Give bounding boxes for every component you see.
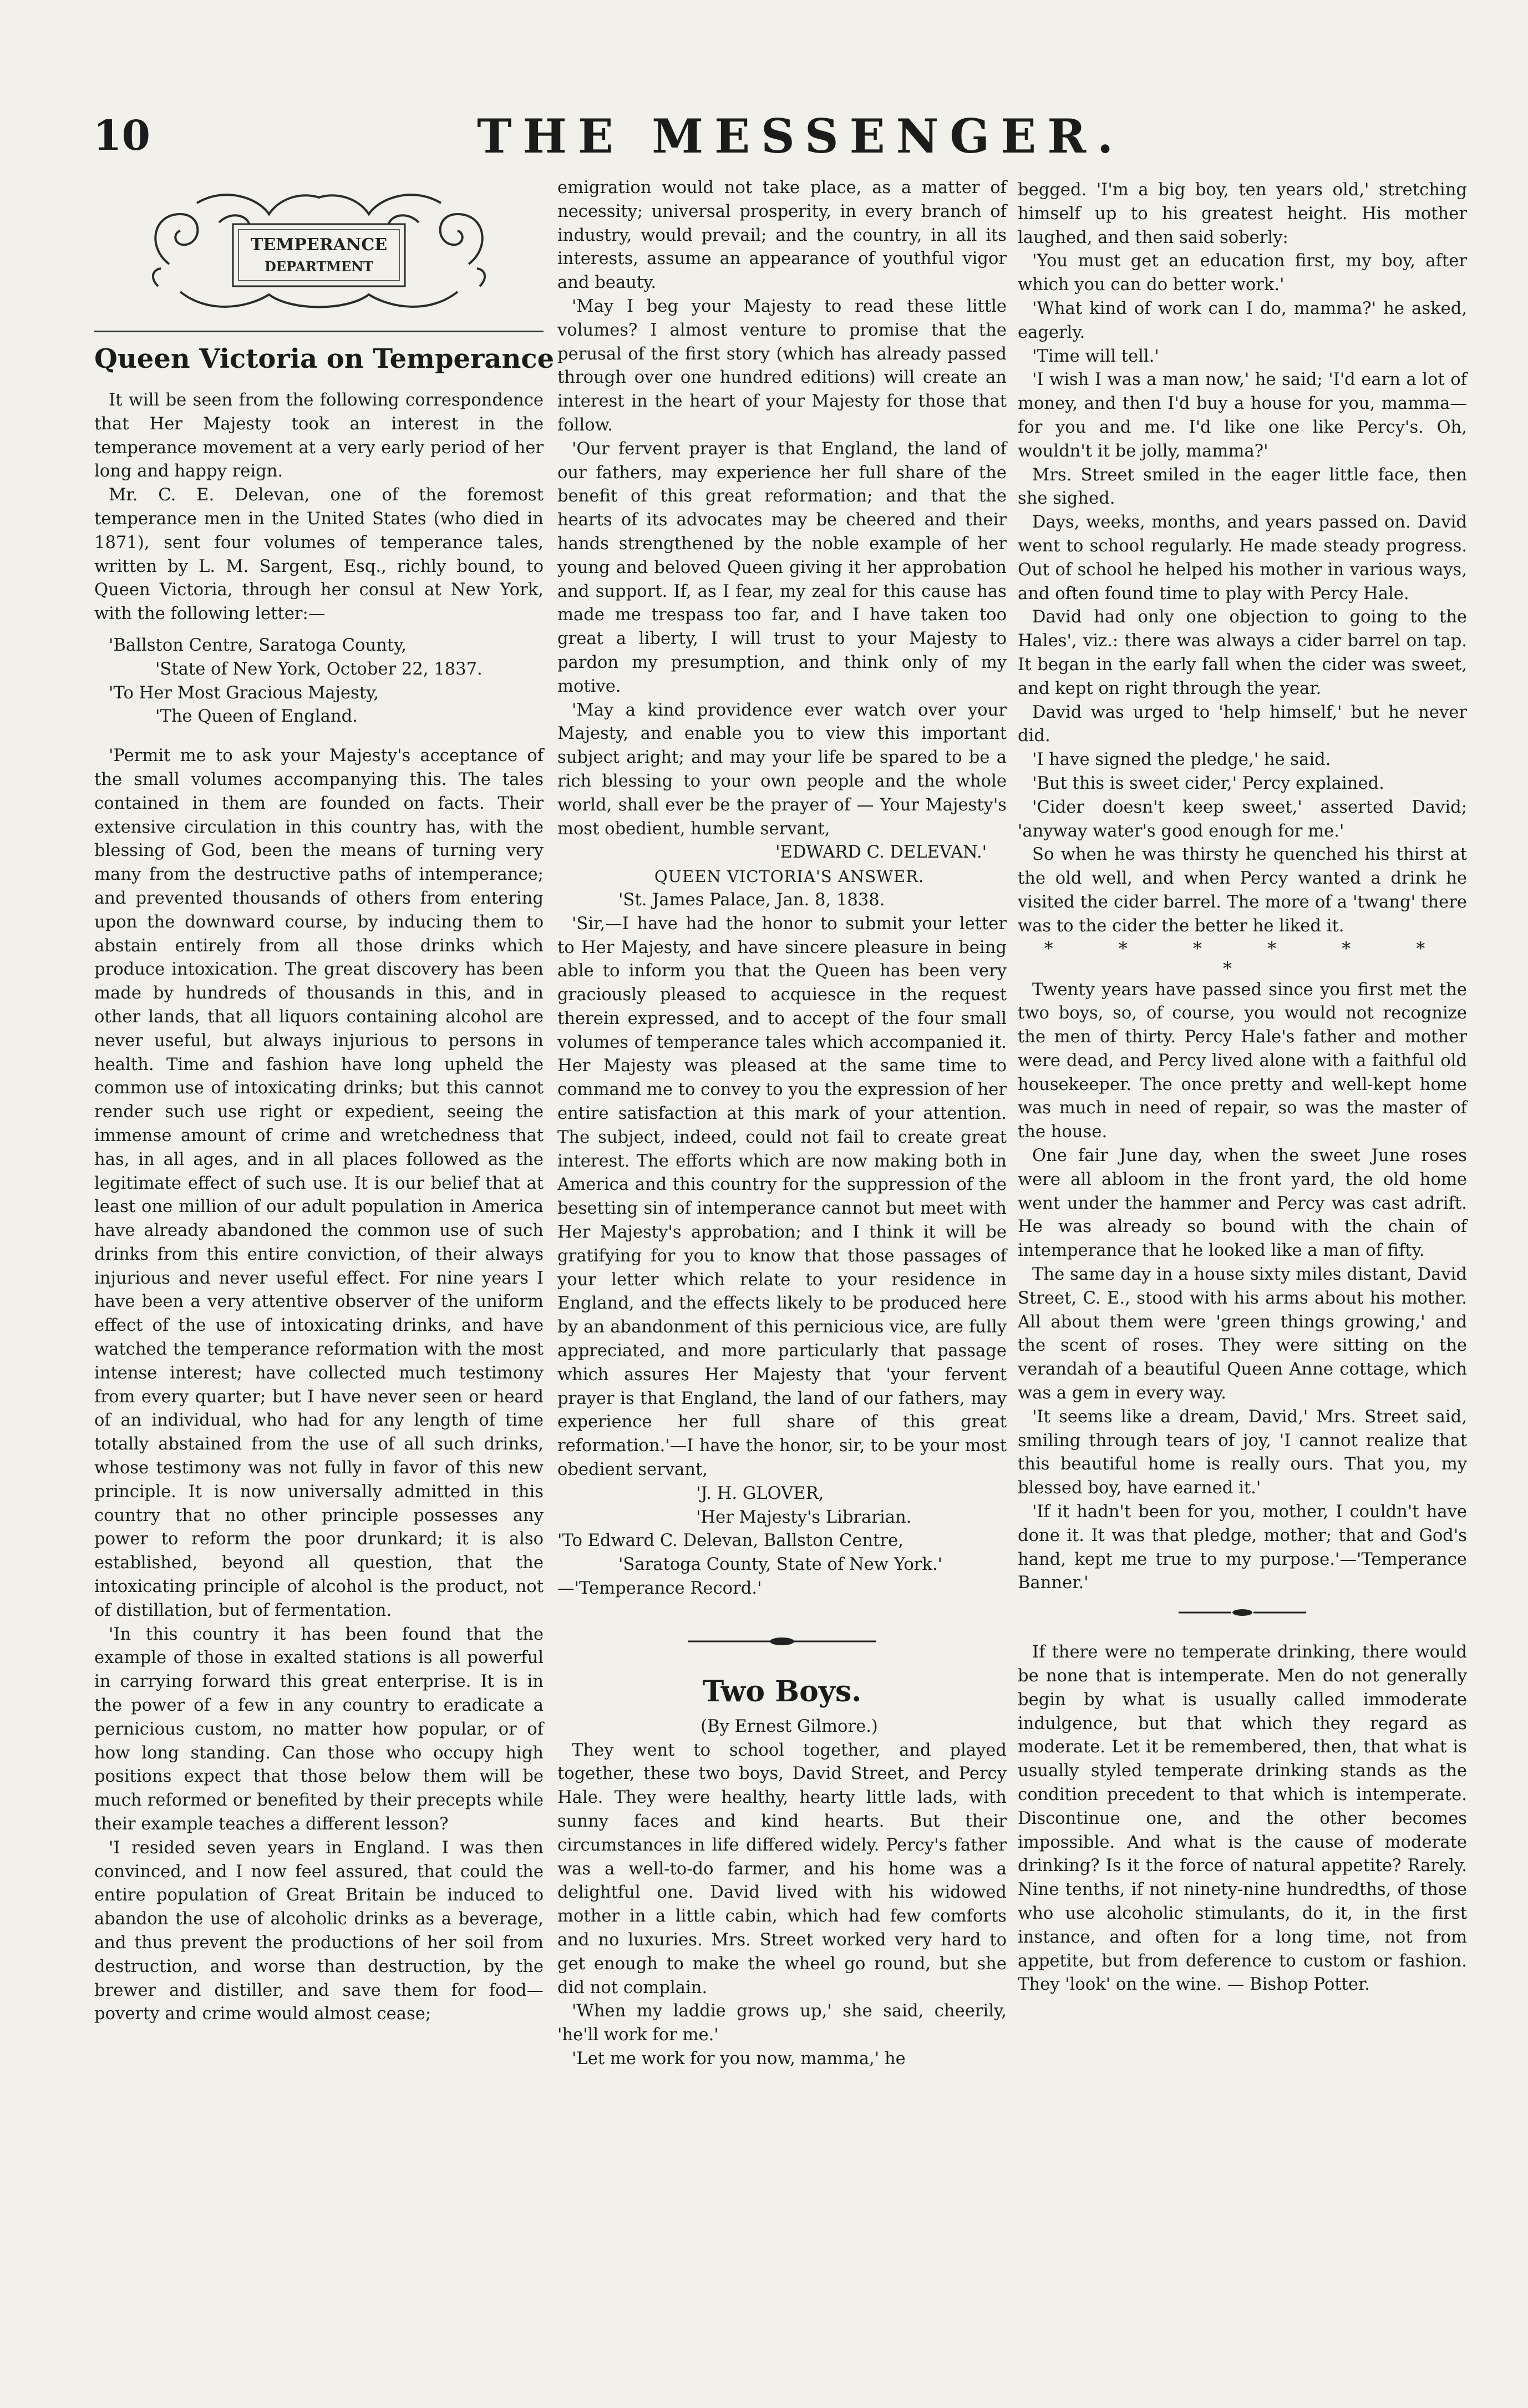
section-divider	[682, 1633, 882, 1650]
story-paragraph: 'Let me work for you now, mamma,' he	[572, 2049, 906, 2069]
story-title: Two Boys.	[702, 1674, 862, 1709]
story-paragraph: 'I have signed the pledge,' he said.	[1032, 750, 1331, 770]
story-paragraph: So when he was thirsty he quenched his thirst at the old well, and when Percy wanted a drink he visited the cider barrel. The more of a 'twang' there was to the cider the better he liked it.	[1018, 845, 1467, 936]
story-paragraph: 'I wish I was a man now,' he said; 'I'd earn a lot of money, and then I'd buy a house for you, mamma—for you and me. I'd like one like Percy's. Oh, wouldn't it be jolly, mamma?'	[1018, 370, 1467, 461]
story-paragraph: One fair June day, when the sweet June roses were all abloom in the front yard, the old home went under the hammer and Percy was cast adrift. He was already so bound with the chain of intemperance that he looked like a man of fifty.	[1018, 1146, 1467, 1261]
story-paragraph: 'Time will tell.'	[1032, 346, 1159, 366]
story-paragraph: David was urged to 'help himself,' but he never did.	[1018, 702, 1467, 746]
answer-paragraph: 'Sir,—I have had the honor to submit your letter to Her Majesty, and have sincere pleasure in being able to inform you that the Queen has been very graciously pleased to acquiesce in the request therein expressed, and to accept of the four small volumes of temperance tales which accompanied it. Her Majesty was pleased at the same time to command me to convey to you the expression of her entire satisfaction at this mark of your attention. The subject, indeed, could not fail to create great interest. The efforts which are now making both in America and this country for the suppression of the besetting sin of intemperance cannot but meet with Her Majesty's approbation; and I think it will be gratifying for you to know that those passages of your letter which relate to your residence in England, and the effects likely to be produced here by an abandonment of this pernicious vice, are fully appreciated, and more particularly that passage which assures Her Majesty that 'your fervent prayer is that England, the land of our fathers, may experience her full share of this great reformation.'—I have the honor, sir, to be your most obedient servant,	[557, 914, 1007, 1480]
story-paragraph: Twenty years have passed since you first met the two boys, so, of course, you would not recognize the men of thirty. Percy Hale's father and mother were dead, and Percy lived alone with a faithful old housekeeper. The once pretty and well-kept home was much in need of repair, so was the master of the house.	[1018, 980, 1467, 1142]
story-paragraph: 'But this is sweet cider,' Percy explained.	[1032, 773, 1384, 793]
temperance-department-emblem	[136, 181, 502, 325]
masthead-title: THE MESSENGER.	[477, 109, 1125, 164]
letter-paragraph: 'May a kind providence ever watch over your Majesty, and enable you to view this important subject aright; and may your life be spared to be a rich blessing to your own people and the whole world, shall ever be the prayer of — Your Majesty's most obedient, humble servant,	[557, 700, 1007, 839]
page-number: 10	[93, 112, 150, 160]
story-paragraph: David had only one objection to going to the Hales', viz.: there was always a cider barrel on tap. It began in the early fall when the cider was sweet, and kept on right through the year.	[1018, 607, 1467, 698]
story-paragraph: begged. 'I'm a big boy, ten years old,' stretching himself up to his greatest height. His mother laughed, and then said soberly:	[1018, 180, 1467, 247]
answer-signature: 'Her Majesty's Librarian.	[696, 1507, 912, 1527]
emblem-line-1: TEMPERANCE	[250, 235, 388, 255]
section-divider	[1173, 1604, 1312, 1621]
column-2	[557, 176, 1007, 2071]
letter-paragraph: 'Permit me to ask your Majesty's acceptance of the small volumes accompanying this. The tales contained in them are founded on facts. Their extensive circulation in this country has, with the blessing of God, been the means of turning very many from the destructive paths of intemperance; and prevented thousands of others from entering upon the downward course, by inducing them to abstain entirely from all those drinks which produce intoxication. The great discovery has been made by hundreds of thousands in this, and in other lands, that all liquors containing alcohol are never useful, but always injurious to persons in health. Time and fashion have long upheld the common use of intoxicating drinks; but this cannot render such use right or expedient, seeing the immense amount of crime and wretchedness that has, in all ages, and in all places followed as the legitimate effect of such use. It is our belief that at least one million of our adult population in America have already abandoned the common use of such drinks from this entire conviction, of their always injurious and never useful effect. For nine years I have been a very attentive observer of the uniform effect of the use of intoxicating drinks, and have watched the temperance reformation with the most intense interest; have collected much testimony from every quarter; but I have never seen or heard of an individual, who had for any length of time totally abstained from the use of all such drinks, whose testimony was not fully in favor of this new principle. It is now universally admitted in this country that no other principle possesses any power to reform the poor drunkard; it is also established, beyond all question, that the intoxicating principle of alcohol is the product, not of distillation, but of fermentation.	[94, 746, 544, 1620]
story-paragraph: 'It seems like a dream, David,' Mrs. Street said, smiling through tears of joy, 'I cannot realize that this beautiful home is really ours. That you, my blessed boy, have earned it.'	[1018, 1407, 1467, 1498]
article-paragraph: Mr. C. E. Delevan, one of the foremost temperance men in the United States (who died in 1871), sent four volumes of temperance tales, written by L. M. Sargent, Esq., richly bound, to Queen Victoria, through her consul at New York, with the following letter:—	[94, 485, 544, 624]
story-paragraph: 'If it hadn't been for you, mother, I couldn't have done it. It was that pledge, mother; that and God's hand, kept me true to my purpose.'—'Temperance Banner.'	[1018, 1502, 1467, 1593]
article-title: Queen Victoria on Temperance	[94, 343, 555, 374]
story-paragraph: 'When my laddie grows up,' she said, cheerily, 'he'll work for me.'	[557, 2001, 1007, 2045]
letter-paragraph: 'May I beg your Majesty to read these little volumes? I almost venture to promise that the perusal of the first story (which has already passed through over one hundred editions) will create an interest in the heart of your Majesty for those that follow.	[557, 296, 1007, 435]
letter-signature: 'EDWARD C. DELEVAN.'	[775, 843, 987, 863]
answer-dateline: 'St. James Palace, Jan. 8, 1838.	[618, 890, 885, 910]
story-byline: (By Ernest Gilmore.)	[700, 1716, 878, 1736]
article-paragraph: It will be seen from the following correspondence that Her Majesty took an interest in the temperance movement at a very early period of her long and happy reign.	[94, 391, 544, 481]
section-stars: * * * * * * *	[1044, 937, 1455, 979]
section-rule	[94, 331, 544, 332]
story-paragraph: 'What kind of work can I do, mamma?' he asked, eagerly.	[1018, 298, 1467, 342]
answer-recipient: 'To Edward C. Delevan, Ballston Centre,	[557, 1531, 903, 1551]
story-paragraph: 'You must get an education first, my boy, after which you can do better work.'	[1018, 251, 1467, 295]
article-source: —'Temperance Record.'	[557, 1579, 762, 1599]
letter-paragraph: 'I resided seven years in England. I was then convinced, and I now feel assured, that could the entire population of Great Britain be induced to abandon the use of alcoholic drinks as a beverage, and thus prevent the productions of her soil from destruction, and worse than destruction, by the brewer and distiller, and save them for food—poverty and crime would almost cease;	[94, 1838, 544, 2024]
letter-paragraph: emigration would not take place, as a matter of necessity; universal prosperity, in every branch of industry, would prevail; and the country, in all its interests, assume an appearance of youthful vigor and beauty.	[557, 178, 1007, 293]
letter-address-line: 'State of New York, October 22, 1837.	[155, 659, 483, 679]
letter-address-line: 'To Her Most Gracious Majesty,	[109, 683, 379, 703]
closing-paragraph: If there were no temperate drinking, there would be none that is intemperate. Men do not generally begin by what is usually called immoderate indulgence, but that which they regard as moderate. Let it be remembered, then, that what is usually styled temperate drinking stands as the condition precedent to that which is intemperate. Discontinue one, and the other becomes impossible. And what is the cause of moderate drinking? Is it the force of natural appetite? Rarely. Nine tenths, if not ninety-nine hundredths, of those who use alcoholic stimulants, do it, in the first instance, and often for a long time, not from appetite, but from deference to custom or fashion. They 'look' on the wine. — Bishop Potter.	[1018, 1642, 1467, 1995]
answer-recipient: 'Saratoga County, State of New York.'	[618, 1555, 943, 1575]
story-paragraph: They went to school together, and played together, these two boys, David Street, and Percy Hale. They were healthy, hearty little lads, with sunny faces and kind hearts. But their circumstances in life differed widely. Percy's father was a well-to-do farmer, and his home was a delightful one. David lived with his widowed mother in a little cabin, which had few comforts and no luxuries. Mrs. Street worked very hard to get enough to make the wheel go round, but she did not complain.	[557, 1740, 1007, 1998]
emblem-line-2: DEPARTMENT	[264, 258, 374, 275]
letter-address-line: 'Ballston Centre, Saratoga County,	[109, 635, 407, 655]
letter-address-line: 'The Queen of England.	[155, 707, 358, 727]
story-paragraph: The same day in a house sixty miles distant, David Street, C. E., stood with his arms about his mother. All about them were 'green things growing,' and the scent of roses. They were sitting on the verandah of a beautiful Queen Anne cottage, which was a gem in every way.	[1018, 1265, 1467, 1403]
column-3	[1018, 179, 1467, 1997]
letter-paragraph: 'Our fervent prayer is that England, the land of our fathers, may experience her full share of the benefit of this great reformation; and that the hearts of its advocates may be cheered and their hands strengthened by the noble example of her young and beloved Queen giving it her approbation and support. If, as I fear, my zeal for this cause has made me trespass too far, and I have taken too great a liberty, I will trust to your Majesty to pardon my presumption, and think only of my motive.	[557, 439, 1007, 696]
letter-paragraph: 'In this country it has been found that the example of those in exalted stations is all powerful in carrying forward this great enterprise. It is in the power of a few in any country to eradicate a pernicious custom, no matter how popular, or of how long standing. Can those who occupy high positions expect that those below them will be much reformed or benefited by their precepts while their example teaches a different lesson?	[94, 1624, 544, 1834]
story-paragraph: Mrs. Street smiled in the eager little face, then she sighed.	[1018, 465, 1467, 509]
story-paragraph: Days, weeks, months, and years passed on. David went to school regularly. He made steady progress. Out of school he helped his mother in various ways, and often found time to play with Percy Hale.	[1018, 513, 1467, 604]
answer-signature: 'J. H. GLOVER,	[696, 1483, 824, 1503]
column-1	[94, 176, 555, 2026]
story-paragraph: 'Cider doesn't keep sweet,' asserted David; 'anyway water's good enough for me.'	[1018, 797, 1467, 841]
answer-heading: QUEEN VICTORIA'S ANSWER.	[654, 867, 925, 886]
